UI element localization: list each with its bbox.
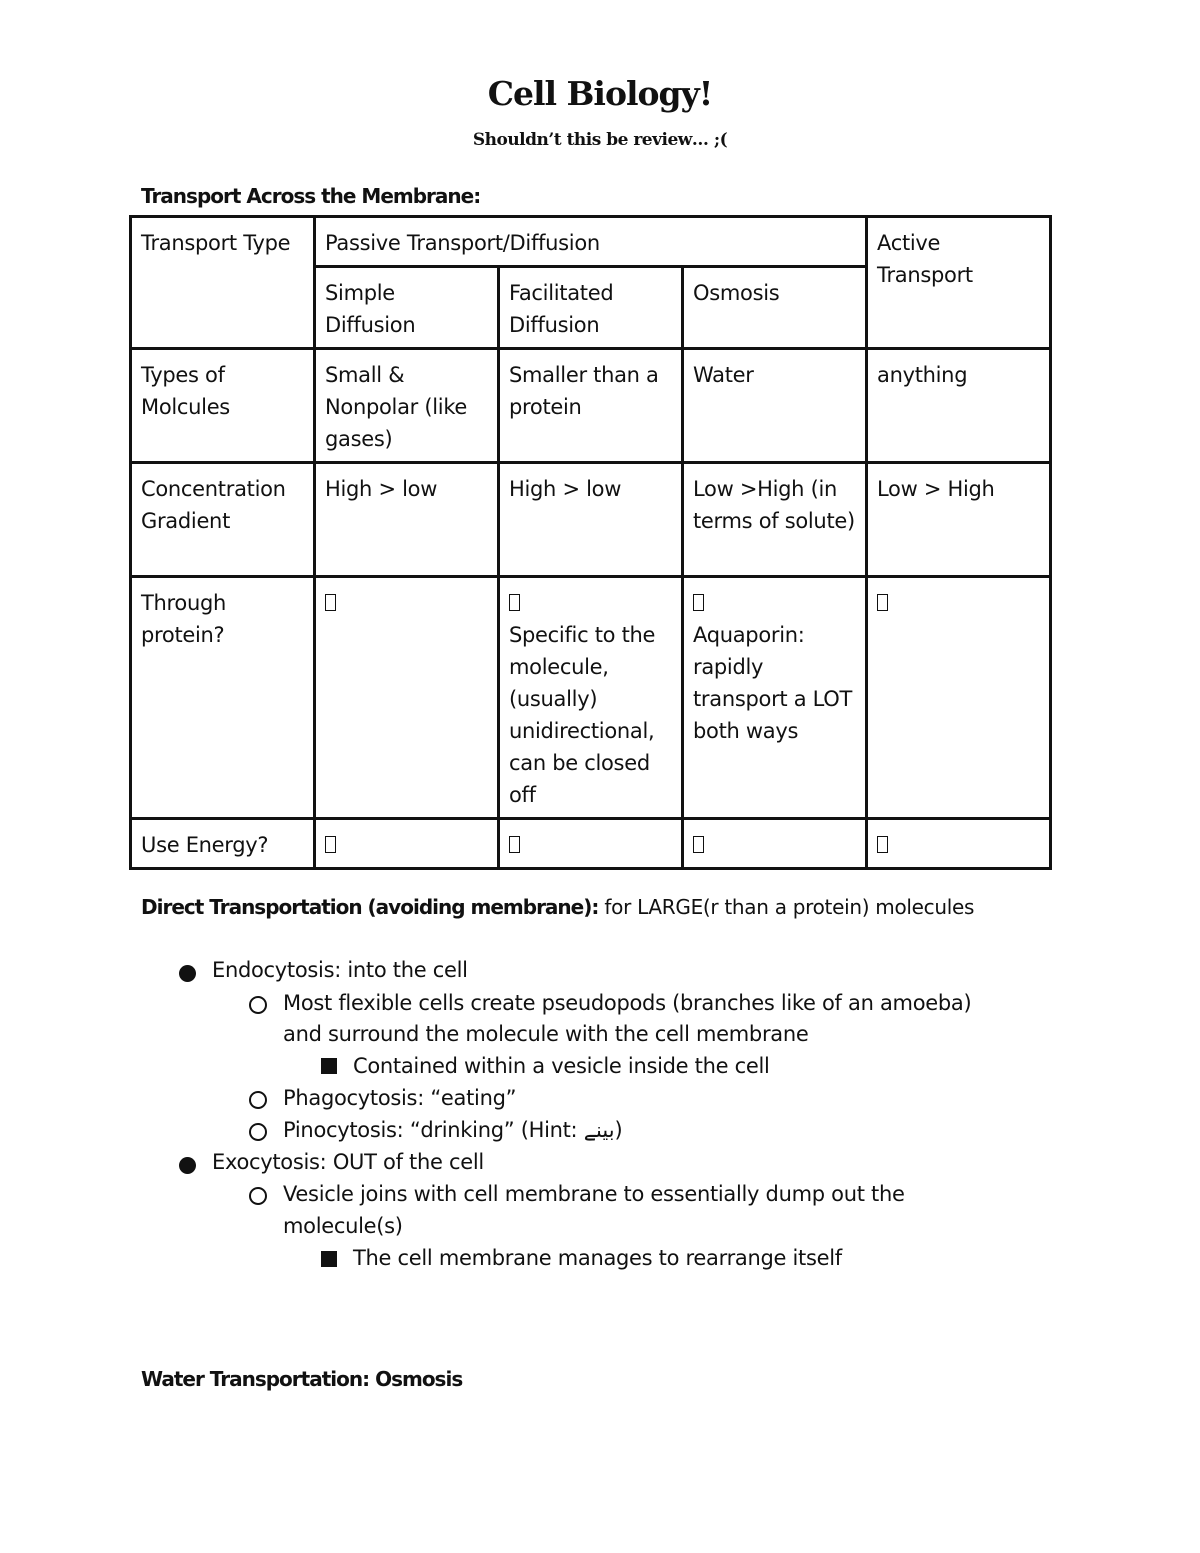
checkbox-icon [509,594,520,611]
list-item: Endocytosis: into the cell [212,958,468,982]
list-item: molecule(s) [283,1214,403,1238]
table-row [131,577,1051,819]
table-header-row [131,217,1051,267]
square-bullet-icon [321,1251,337,1267]
list-item: Vesicle joins with cell membrane to essentially dump out the [283,1182,905,1206]
hollow-bullet-icon [249,1187,267,1205]
checkbox-icon [693,836,704,853]
header-passive: Passive Transport/Diffusion [315,217,867,267]
table-cell: Low >High (in terms of solute) [683,463,867,577]
table-row [131,819,1051,869]
cell-text: Specific to the molecule, (usually) unidirectional, can be closed off [509,623,656,807]
page-subtitle: Shouldn’t this be review… ;( [472,130,728,150]
list-item: Pinocytosis: “drinking” (Hint: بینے) [283,1118,623,1142]
transport-table [129,215,1052,870]
table-cell: Low > High [867,463,1051,577]
table-cell: Small & Nonpolar (like gases) [315,349,499,463]
table-cell: anything [867,349,1051,463]
row-label: Types of Molcules [131,349,315,463]
filled-bullet-icon [179,965,196,982]
table-cell [867,577,1051,819]
table-row [131,349,1051,463]
header-osmosis: Osmosis [683,267,867,349]
row-label: Use Energy? [131,819,315,869]
table-cell [315,577,499,819]
table-cell: High > low [499,463,683,577]
checkbox-icon [325,594,336,611]
section-heading-transport: Transport Across the Membrane: [141,184,481,208]
direct-heading-rest: for LARGE(r than a protein) molecules [598,895,975,919]
checkbox-icon [693,594,704,611]
row-label: Concentration Gradient [131,463,315,577]
header-active: Active Transport [867,217,1051,349]
hollow-bullet-icon [249,996,267,1014]
table-cell [315,819,499,869]
hollow-bullet-icon [249,1091,267,1109]
table-cell: Water [683,349,867,463]
header-simple: Simple Diffusion [315,267,499,349]
checkbox-icon [877,836,888,853]
page-title: Cell Biology! [487,74,713,113]
table-cell [867,819,1051,869]
square-bullet-icon [321,1058,337,1074]
table-cell: High > low [315,463,499,577]
table-cell [499,577,683,819]
checkbox-icon [509,836,520,853]
header-facilitated: Facilitated Diffusion [499,267,683,349]
checkbox-icon [325,836,336,853]
table-cell [683,819,867,869]
list-item: Most flexible cells create pseudopods (branches like of an amoeba) [283,991,972,1015]
list-item: The cell membrane manages to rearrange itself [353,1246,842,1270]
table-cell [683,577,867,819]
list-item: Phagocytosis: “eating” [283,1086,517,1110]
table-row [131,463,1051,577]
section-heading-water: Water Transportation: Osmosis [141,1367,463,1391]
list-item: Contained within a vesicle inside the cell [353,1054,770,1078]
list-item: Exocytosis: OUT of the cell [212,1150,484,1174]
list-item: and surround the molecule with the cell membrane [283,1022,809,1046]
table-cell [499,819,683,869]
cell-text: Aquaporin: rapidly transport a LOT both ways [693,623,853,743]
table-cell: Smaller than a protein [499,349,683,463]
checkbox-icon [877,594,888,611]
filled-bullet-icon [179,1157,196,1174]
hollow-bullet-icon [249,1123,267,1141]
header-transport-type: Transport Type [131,217,315,349]
row-label: Through protein? [131,577,315,819]
section-heading-direct [141,895,974,919]
direct-heading-bold: Direct Transportation (avoiding membrane): [141,895,599,919]
